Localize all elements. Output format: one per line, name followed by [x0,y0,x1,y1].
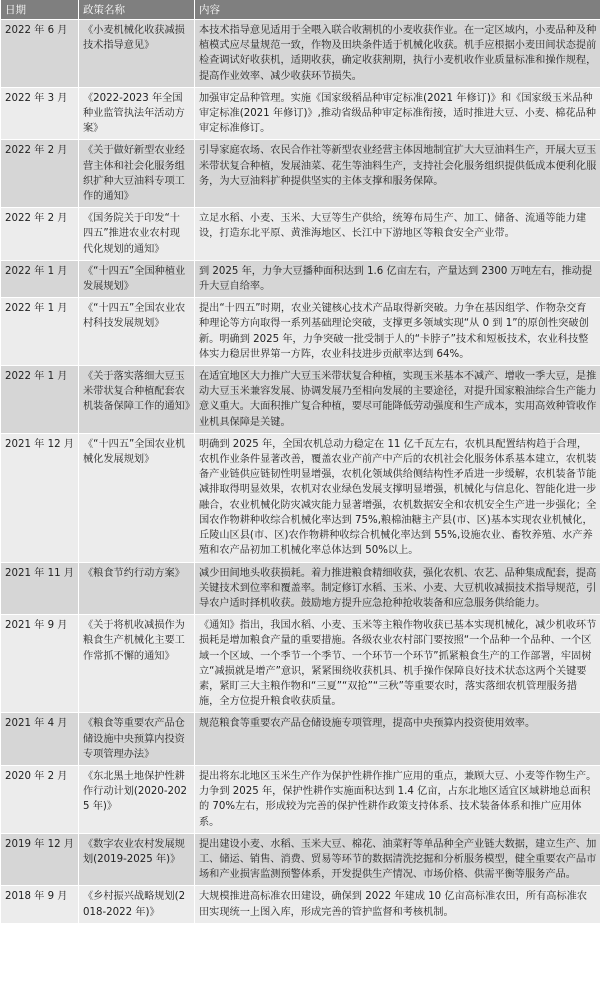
table-row [1,208,600,261]
row-policy-name: 《“十四五”全国农业机械化发展规划》 [79,433,195,562]
row-content: 《通知》指出，我国水稻、小麦、玉米等主粮作物收获已基本实现机械化，减少机收环节损耗是增加粮食产量的重要措施。各级农业农村部门要按照“一个品种一个品种、一个区域一个区域、一个季节一个季节、一个环节一个环节”抓紧粮食生产的工作部署，牢固树立“减损就是增产”意识，紧紧围绕收获机具、机手操作保障良好技术状态这两个关键要素，紧盯三大主粮作物和“三夏”“双抢”“三秋”等重要农时，落实落细农机管理服务措施，全方位提升粮食收获质量。 [195,615,600,713]
table-row [1,833,600,886]
table-row [1,765,600,833]
row-date: 2022 年 2 月 [1,140,79,208]
row-content: 大规模推进高标准农田建设，确保到 2022 年建成 10 亿亩高标准农田，所有高标准农田实现统一上图入库，形成完善的管护监督和考核机制。 [195,886,600,923]
row-content: 引导家庭农场、农民合作社等新型农业经营主体因地制宜扩大大豆油料生产，开展大豆玉米带状复合种植，发展油菜、花生等油料生产，支持社会化服务组织提供低成本便利化服务，为大豆油料扩种提供坚实的主体支撑和服务保障。 [195,140,600,208]
table-row [1,713,600,766]
row-date: 2022 年 2 月 [1,208,79,261]
row-date: 2018 年 9 月 [1,886,79,923]
row-date: 2021 年 9 月 [1,615,79,713]
row-policy-name: 《粮食节约行动方案》 [79,562,195,615]
row-policy-name: 《2022-2023 年全国种业监管执法年活动方案》 [79,87,195,140]
header-content: 内容 [195,0,600,20]
row-policy-name: 《关于落实落细大豆玉米带状复合种植配套农机装备保障工作的通知》 [79,366,195,434]
row-policy-name: 《关于将机收减损作为粮食生产机械化主要工作常抓不懈的通知》 [79,615,195,713]
row-content: 提出“十四五”时期，农业关键核心技术产品取得新突破。力争在基因组学、作物杂交育种理论等方向取得一系列基础理论突破，支撑更多领域实现“从 0 到 1”的原创性突破创新。明确到 2025 年，力争突破一批受制于人的“卡脖子”技术和短板技术，农业科技整体实力稳居世界第一方阵，农业科技进步贡献率达到 64%。 [195,298,600,366]
row-policy-name: 《小麦机械化收获减损技术指导意见》 [79,20,195,88]
header-name: 政策名称 [79,0,195,20]
row-content: 本技术指导意见适用于全喂入联合收割机的小麦收获作业。在一定区域内，小麦品种及种植模式应尽量规范一致，作物及田块条件适于机械化收获。机手应根据小麦田间状态提前检查调试好收获机，适期收获，确定收获割期，执行小麦机收作业质量标准和操作规程，提高作业效率、减少收获环节损失。 [195,20,600,88]
table-row [1,260,600,297]
table-row [1,615,600,713]
row-policy-name: 《粮食等重要农产品仓储设施中央预算内投资专项管理办法》 [79,713,195,766]
table-row [1,433,600,562]
header-date: 日期 [1,0,79,20]
row-date: 2022 年 1 月 [1,260,79,297]
table-row [1,298,600,366]
row-date: 2022 年 1 月 [1,366,79,434]
row-date: 2022 年 3 月 [1,87,79,140]
table-row [1,886,600,923]
row-policy-name: 《东北黑土地保护性耕作行动计划(2020-2025 年)》 [79,765,195,833]
row-date: 2022 年 1 月 [1,298,79,366]
row-content: 加强审定品种管理。实施《国家级稻品种审定标准(2021 年修订)》和《国家级玉米品种审定标准(2021 年修订)》,推动省级品种审定标准衔接，适时推进大豆、小麦、棉花品种审定标准修订。 [195,87,600,140]
table-header-row [1,0,600,20]
row-content: 规范粮食等重要农产品仓储设施专项管理，提高中央预算内投资使用效率。 [195,713,600,766]
row-content: 明确到 2025 年，全国农机总动力稳定在 11 亿千瓦左右，农机具配置结构趋于合理，农机作业条件显著改善，覆盖农业产前产中产后的农机社会化服务体系基本建立，农机装备产业链供应链韧性明显增强，农机化领域供给侧结构性矛盾进一步缓解，农机装备节能减排取得明显效果，农机对农业绿色发展支撑明显增强，机械化与信息化、智能化进一步融合，农业机械化防灾减灾能力显著增强，农机数据安全和农机安全生产进一步强化；全国农作物耕种收综合机械化率达到 75%,粮棉油糖主产县(市、区)基本实现农业机械化，丘陵山区县(市、区)农作物耕种收综合机械化率达到 55%,设施农业、畜牧养殖、水产养殖和农产品初加工机械化率总体达到 50%以上。 [195,433,600,562]
table-row [1,20,600,88]
row-policy-name: 《关于做好新型农业经营主体和社会化服务组织扩种大豆油料专项工作的通知》 [79,140,195,208]
row-policy-name: 《“十四五”全国农业农村科技发展规划》 [79,298,195,366]
row-date: 2020 年 2 月 [1,765,79,833]
row-date: 2019 年 12 月 [1,833,79,886]
row-content: 提出将东北地区玉米生产作为保护性耕作推广应用的重点，兼顾大豆、小麦等作物生产。力争到 2025 年，保护性耕作实施面积达到 1.4 亿亩，占东北地区适宜区域耕地总面积的 70%左右，形成较为完善的保护性耕作政策支持体系、技术装备体系和推广应用体系。 [195,765,600,833]
row-content: 到 2025 年，力争大豆播种面积达到 1.6 亿亩左右，产量达到 2300 万吨左右，推动提升大豆自给率。 [195,260,600,297]
table-row [1,366,600,434]
row-date: 2021 年 12 月 [1,433,79,562]
row-content: 在适宜地区大力推广大豆玉米带状复合种植，实现玉米基本不减产、增收一季大豆，是推动大豆玉米兼容发展、协调发展乃至相向发展的主要途径，对提升国家粮油综合生产能力意义重大。大面积推广复合种植，要尽可能降低劳动强度和生产成本，实用高效种管收作业机具保障是关键。 [195,366,600,434]
row-content: 立足水稻、小麦、玉米、大豆等生产供给，统筹布局生产、加工、储备、流通等能力建设，打造东北平原、黄淮海地区、长江中下游地区等粮食安全产业带。 [195,208,600,261]
row-policy-name: 《国务院关于印发“十四五”推进农业农村现代化规划的通知》 [79,208,195,261]
table-row [1,87,600,140]
row-date: 2021 年 4 月 [1,713,79,766]
row-content: 提出建设小麦、水稻、玉米大豆、棉花、油菜籽等单品种全产业链大数据，建立生产、加工、储运、销售、消费、贸易等环节的数据清洗挖掘和分析服务模型，健全重要农产品市场和产业损害监测预警体系，开发提供生产情况、市场价格、供需平衡等服务产品。 [195,833,600,886]
row-content: 减少田间地头收获损耗。着力推进粮食精细收获，强化农机、农艺、品种集成配套，提高关键技术到位率和覆盖率。制定修订水稻、玉米、小麦、大豆机收减损技术指导规范，引导农户适时择机收获。鼓励地方提升应急抢种抢收装备和应急服务供给能力。 [195,562,600,615]
table-row [1,562,600,615]
row-policy-name: 《数字农业农村发展规划(2019-2025 年)》 [79,833,195,886]
row-policy-name: 《乡村振兴战略规划(2018-2022 年)》 [79,886,195,923]
row-policy-name: 《“十四五”全国种植业发展规划》 [79,260,195,297]
row-date: 2022 年 6 月 [1,20,79,88]
table-row [1,140,600,208]
row-date: 2021 年 11 月 [1,562,79,615]
